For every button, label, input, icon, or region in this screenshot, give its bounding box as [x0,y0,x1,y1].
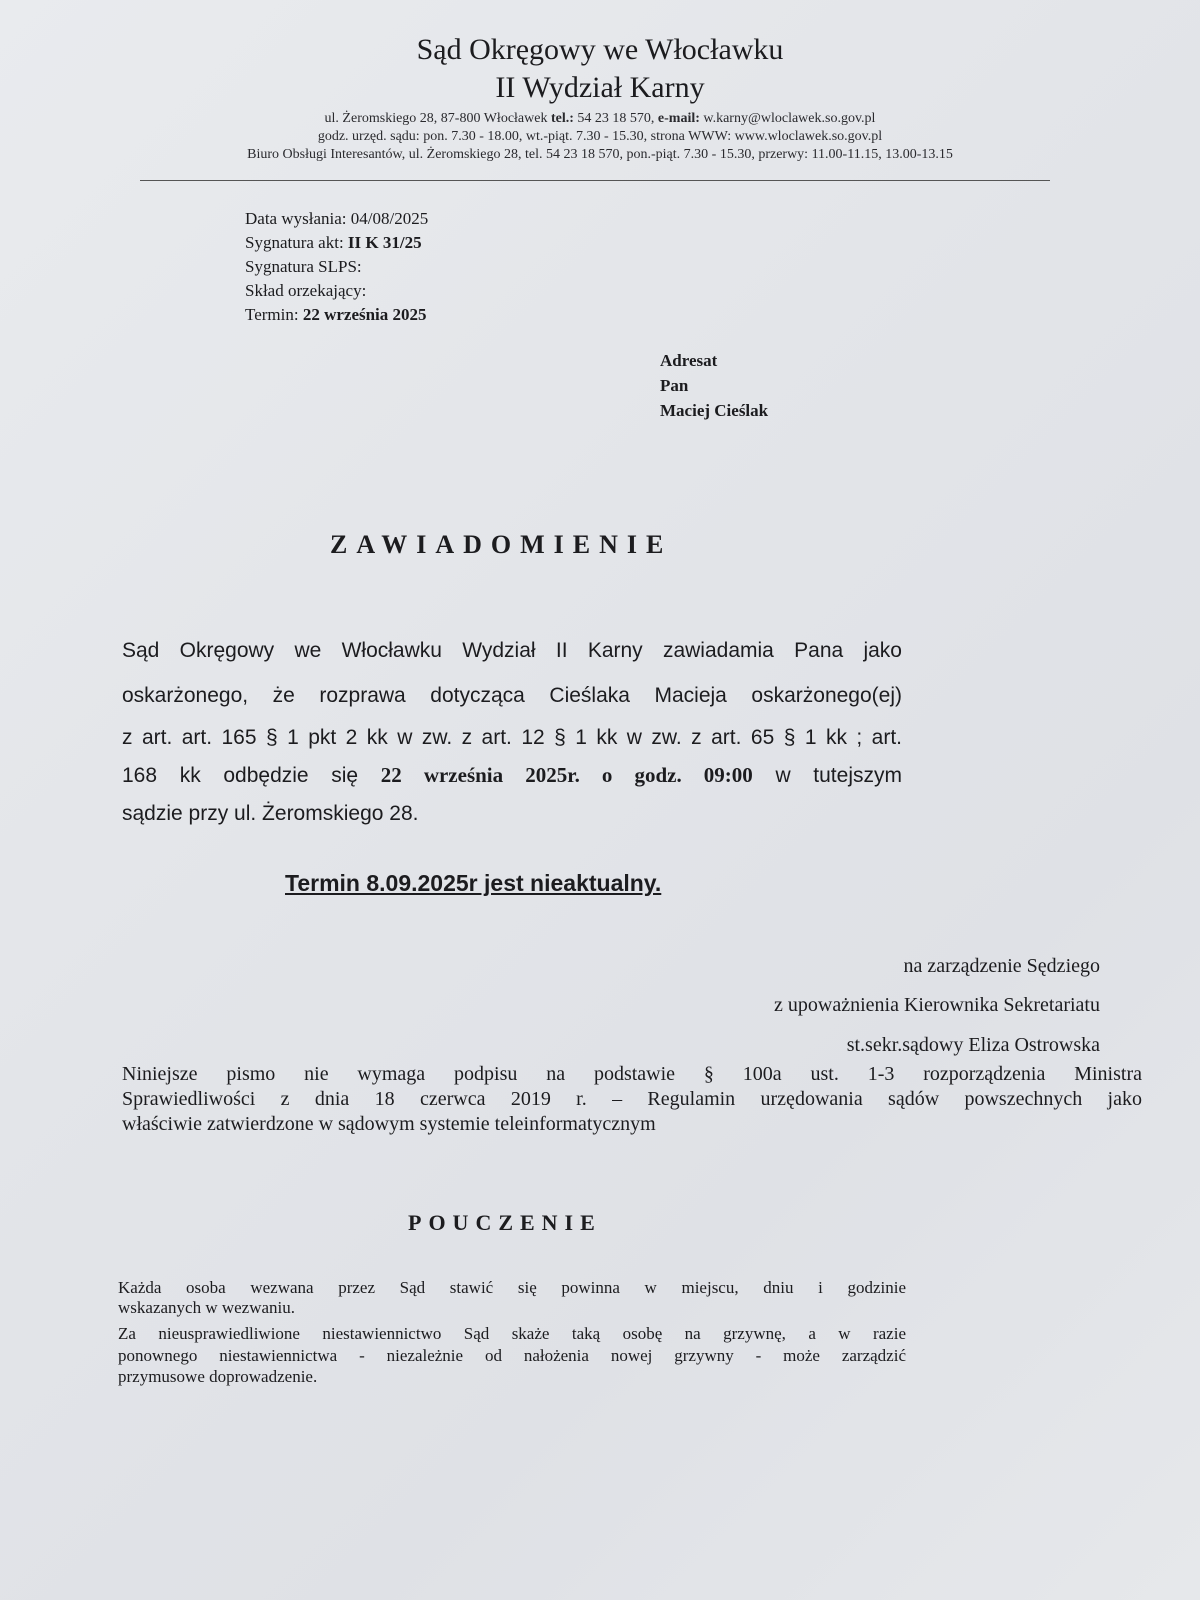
legal-note-line: właściwie zatwierdzone w sądowym systemie teleinformatycznym [122,1113,656,1135]
body-line: oskarżonego, że rozprawa dotycząca Cieślaka Macieja oskarżonego(ej) [122,684,902,707]
office-hours-line: Biuro Obsługi Interesantów, ul. Żeromskiego 28, tel. 54 23 18 570, pon.-piąt. 7.30 - 15.30, przerwy: 11.00-11.15, 13.00-13.15 [247,147,953,162]
instruction-line: Każda osoba wezwana przez Sąd stawić się powinna w miejscu, dniu i godzinie [118,1278,906,1297]
email-label: e-mail: [657,111,700,126]
legal-note-line: Niniejsze pismo nie wymaga podpisu na podstawie § 100a ust. 1-3 rozporządzenia Ministra [122,1063,1142,1085]
term-label: Termin: [245,305,299,324]
instruction-title: POUCZENIE [408,1210,602,1235]
body-text: w tutejszym [775,764,902,787]
hearing-datetime: 22 września 2025r. o godz. 09:00 [380,763,753,787]
addressee-name: Maciej Cieślak [660,401,769,420]
instruction-line: przymusowe doprowadzenie. [118,1367,318,1386]
tel-label: tel.: [550,111,574,126]
instruction-line: ponownego niestawiennictwa - niezależnie od nałożenia nowej grzywny - może zarządzić [118,1346,906,1365]
department-name: II Wydział Karny [495,71,705,104]
instruction-line: wskazanych w wezwaniu. [118,1298,296,1317]
legal-note-line: Sprawiedliwości z dnia 18 czerwca 2019 r. – Regulamin urzędowania sądów powszechnych jako [122,1088,1142,1110]
slps-row: Sygnatura SLPS: [245,257,362,276]
court-email: w.karny@wloclawek.so.gov.pl [703,111,876,126]
sent-date-value: 04/08/2025 [350,209,429,228]
signature-name: st.sekr.sądowy Eliza Ostrowska [846,1034,1100,1056]
court-hours-line: godz. urzęd. sądu: pon. 7.30 - 18.00, wt.-piąt. 7.30 - 15.30, strona WWW: www.wloclawek.so.gov.pl [317,129,883,144]
court-address: ul. Żeromskiego 28, 87-800 Włocławek [324,111,548,126]
addressee-label: Adresat [660,351,718,370]
sent-date-label: Data wysłania: [245,209,347,228]
term-row [245,303,427,327]
case-number-row [245,231,422,255]
sent-date-row [245,207,428,231]
header-divider [140,180,1050,181]
body-text: 168 kk odbędzie się [122,764,359,787]
body-line: z art. art. 165 § 1 pkt 2 kk w zw. z art. 12 § 1 kk w zw. z art. 65 § 1 kk ; art. [122,726,902,749]
instruction-line: Za nieusprawiedliwione niestawiennictwo Sąd skaże taką osobę na grzywnę, a w razie [118,1324,906,1343]
body-line: Sąd Okręgowy we Włocławku Wydział II Karny zawiadamia Pana jako [122,639,902,662]
signature-line: na zarządzenie Sędziego [903,955,1100,977]
court-tel: 54 23 18 570, [577,111,655,126]
notice-title: ZAWIADOMIENIE [330,530,673,559]
court-contact-line [0,110,1200,128]
signature-line: z upoważnienia Kierownika Sekretariatu [774,994,1100,1016]
panel-row: Skład orzekający: [245,281,367,300]
case-number-label: Sygnatura akt: [245,233,344,252]
case-number-value: II K 31/25 [347,233,422,252]
term-value: 22 września 2025 [302,305,427,324]
addressee-salutation: Pan [660,376,689,395]
body-line: sądzie przy ul. Żeromskiego 28. [122,802,419,825]
term-outdated-notice: Termin 8.09.2025r jest nieaktualny. [285,870,662,896]
court-name: Sąd Okręgowy we Włocławku [416,33,784,66]
body-line [122,762,902,789]
